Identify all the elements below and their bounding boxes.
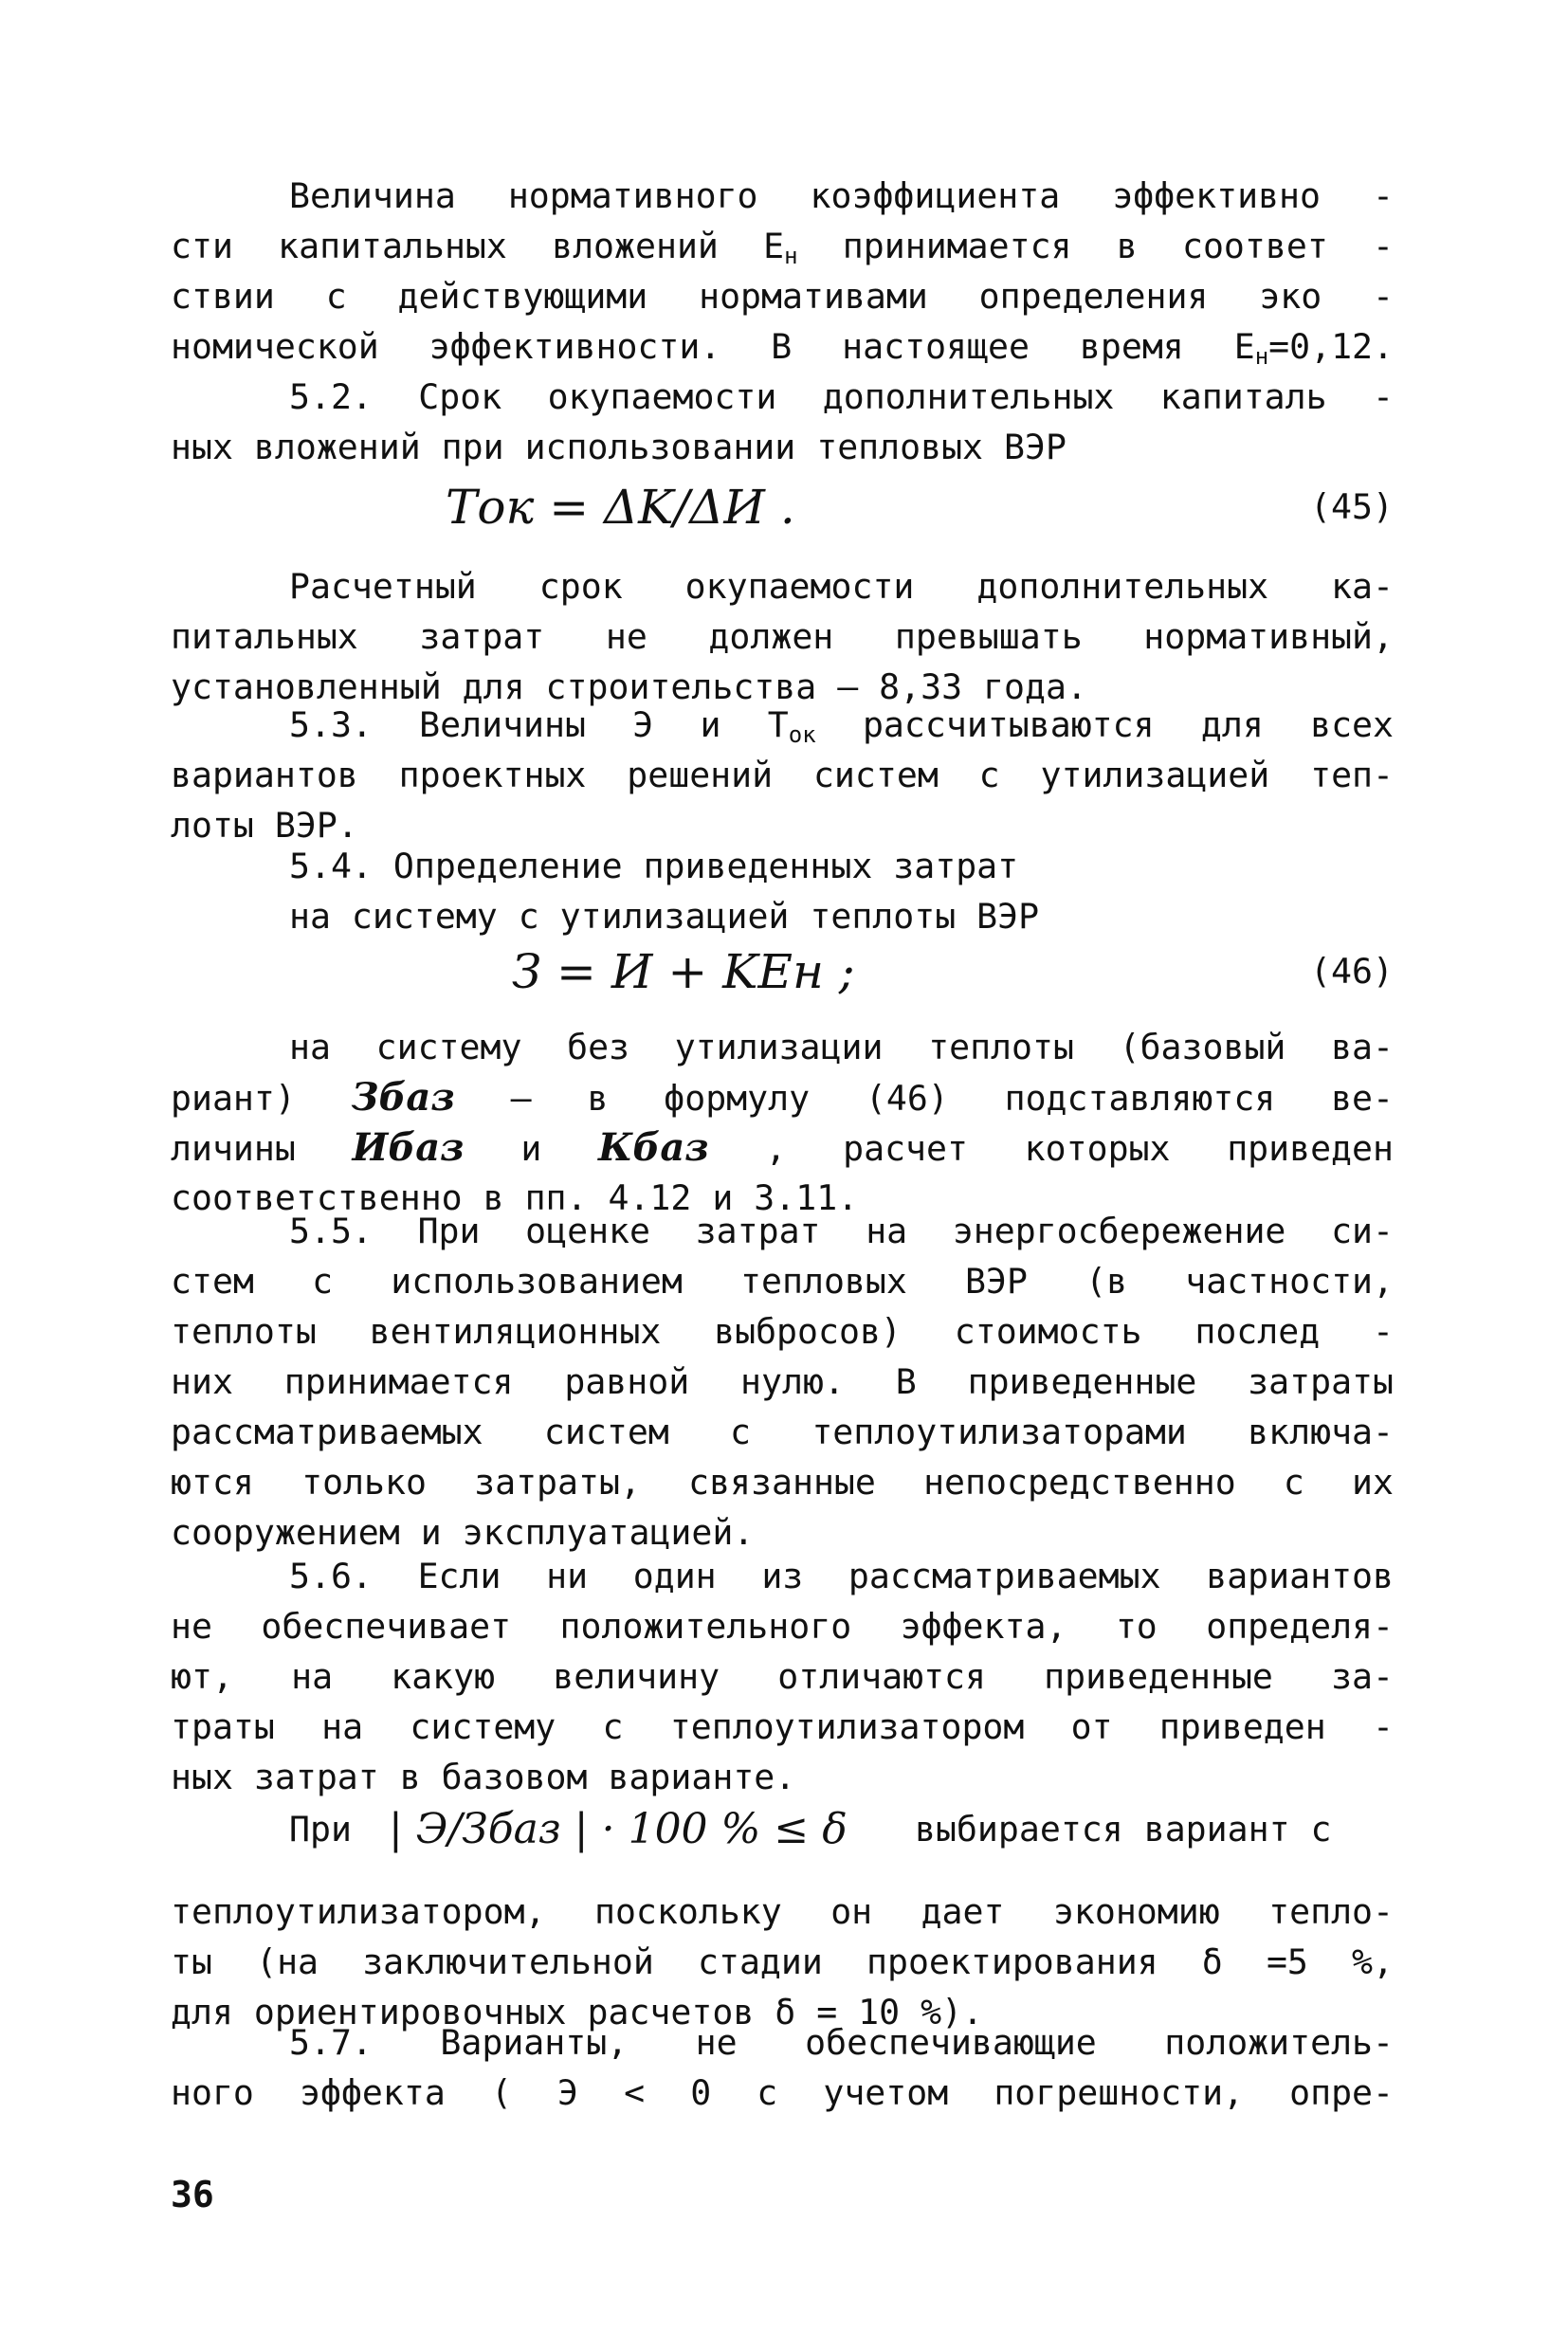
paragraph-5-4	[171, 841, 1394, 941]
paragraph-payback-limit	[171, 561, 1394, 712]
text-line: ного эффекта ( Э < 0 с учетом погрешности, опре-	[171, 2072, 1394, 2113]
text-line: ют, на какую величину отличаются приведенные за-	[171, 1656, 1394, 1697]
text-line: ных вложений при использовании тепловых ВЭР	[171, 427, 1067, 467]
paragraph-norm-coefficient	[171, 171, 1394, 372]
text-line: не обеспечивает положительного эффекта, то определя-	[171, 1606, 1394, 1647]
paragraph-5-5	[171, 1206, 1394, 1558]
text-line: лоты ВЭР.	[171, 805, 358, 846]
page-number: 36	[171, 2174, 214, 2215]
text-line: теплоты вентиляционных выбросов) стоимость послед -	[171, 1311, 1394, 1352]
paragraph-choice	[171, 1886, 1394, 2037]
text-line: соответственно в пп. 4.12 и 3.11.	[171, 1177, 859, 1218]
text-line: 5.2. Срок окупаемости дополнительных капиталь -	[289, 376, 1394, 417]
paragraph-5-6	[171, 1551, 1394, 1802]
paragraph-5-2	[171, 372, 1394, 472]
text-line: ных затрат в базовом варианте.	[171, 1757, 796, 1797]
text-line: сти капитальных вложений $E_н$ принимается в соответ -	[171, 226, 1394, 269]
text-line: риант) Збаз – в формулу (46) подставляются ве-	[171, 1075, 1395, 1120]
text-line: установленный для строительства – 8,33 года.	[171, 666, 1087, 707]
text-line: теплоутилизатором, поскольку он дает экономию тепло-	[171, 1891, 1394, 1932]
text-line: сооружением и эксплуатацией.	[171, 1512, 755, 1553]
text-line: траты на систему с теплоутилизатором от приведен -	[171, 1706, 1394, 1747]
text-line: Величина нормативного коэффициента эффективно -	[289, 175, 1394, 216]
formula-45	[0, 479, 1568, 536]
condition-prefix: При	[289, 1809, 352, 1850]
handwritten-symbol: Збаз	[351, 1075, 455, 1120]
condition-line	[0, 1801, 1568, 1858]
paragraph-5-7	[171, 2017, 1394, 2118]
text-line: ются только затраты, связанные непосредственно с их	[171, 1462, 1394, 1503]
text-line: вариантов проектных решений систем с утилизацией теп-	[171, 755, 1394, 795]
text-line: стем с использованием тепловых ВЭР (в частности,	[171, 1261, 1394, 1302]
text-line: для ориентировочных расчетов δ = 10 %).	[171, 1992, 984, 2032]
formula-expression: Tок = ΔK/ΔИ .	[446, 480, 795, 535]
text-line: ты (на заключительной стадии проектирования δ =5 %,	[171, 1941, 1394, 1982]
text-line: них принимается равной нулю. В приведенные затраты	[171, 1361, 1394, 1402]
text-line: 5.5. При оценке затрат на энергосбережение си-	[289, 1211, 1394, 1251]
text-line: питальных затрат не должен превышать нормативный,	[171, 616, 1394, 657]
text-line: личины Ибаз и Кбаз , расчет которых приведен	[171, 1125, 1394, 1170]
condition-suffix: выбирается вариант с	[915, 1809, 1332, 1850]
formula-46	[0, 943, 1568, 1000]
text-line: рассматриваемых систем с теплоутилизаторами включа-	[171, 1412, 1394, 1452]
text-line: на систему без утилизации теплоты (базовый ва-	[289, 1027, 1394, 1067]
text-line: 5.4. Определение приведенных затрат	[289, 846, 1019, 886]
text-line: на систему с утилизацией теплоты ВЭР	[289, 896, 1040, 937]
text-line: 5.6. Если ни один из рассматриваемых вариантов	[289, 1556, 1394, 1596]
paragraph-base-variant	[171, 1022, 1394, 1223]
handwritten-symbol: Ибаз	[352, 1125, 465, 1170]
formula-number: (45)	[1310, 486, 1394, 527]
text-line: Расчетный срок окупаемости дополнительных ка-	[289, 566, 1394, 607]
paragraph-5-3	[171, 700, 1394, 850]
text-line: 5.7. Варианты, не обеспечивающие положитель-	[289, 2022, 1394, 2063]
formula-number: (46)	[1310, 951, 1394, 992]
handwritten-symbol: Кбаз	[598, 1125, 709, 1170]
text-line: номической эффективности. В настоящее время $E_н=0,12$.	[171, 326, 1394, 370]
formula-expression: З = И + KEн ;	[512, 944, 855, 999]
text-line: ствии с действующими нормативами определения эко -	[171, 276, 1394, 317]
condition-expression: | Э/Збаз | · 100 % ≤ δ	[389, 1805, 848, 1853]
text-line: 5.3. Величины Э и $T_{ок}$ рассчитываются для всех	[289, 704, 1394, 748]
